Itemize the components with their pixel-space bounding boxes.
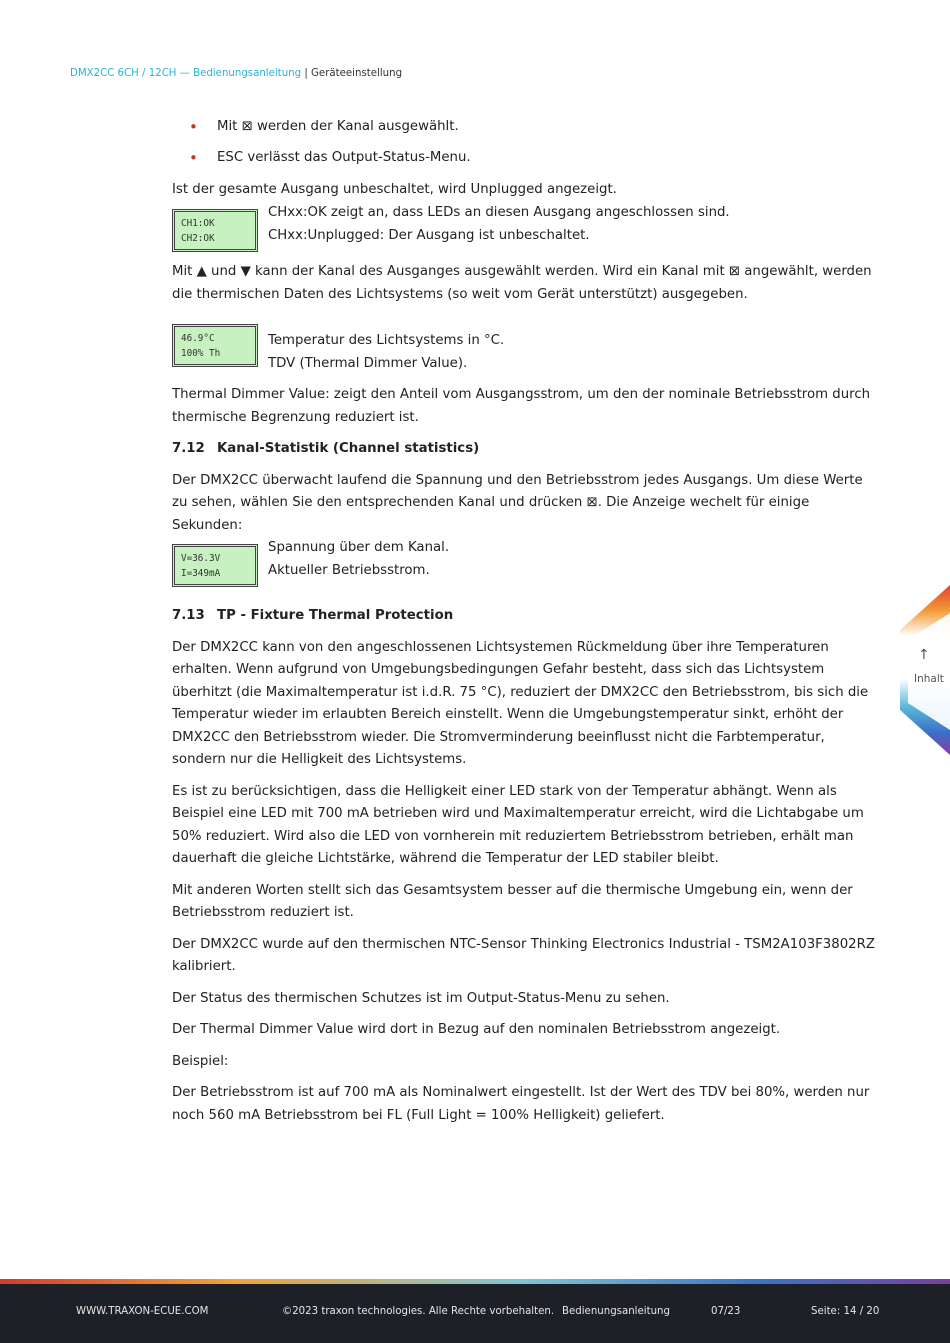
side-tab-shape xyxy=(900,585,950,785)
lcd-description xyxy=(268,537,449,582)
paragraph: Der DMX2CC kann von den angeschlossenen Lichtsystemen Rückmeldung über ihre Temperaturen erhalten. Wenn aufgrund von Umgebungsbedingungen Gefahr besteht, dass sich das Lichtsystem überhitzt (die Maximaltemperatur ist i.d.R. 75 °C), reduziert der DMX2CC den Betriebsstrom, bis sich die Temperatur wieder im erlaubten Bereich einstellt. Wenn die Umgebungstemperatur sinkt, erhöht der DMX2CC den Betriebsstrom wieder. Die Stromverminderung beeinflusst nicht die Farbtemperatur, sondern nur die Helligkeit des Lichtsystems. xyxy=(172,639,869,767)
footer-website[interactable]: WWW.TRAXON-ECUE.COM xyxy=(76,1306,209,1317)
paragraph: Der DMX2CC wurde auf den thermischen NTC-Sensor Thinking Electronics Industrial - TSM2A103F3802RZ kalibriert. xyxy=(172,936,875,974)
lcd-desc-2: TDV (Thermal Dimmer Value). xyxy=(268,355,468,371)
section-number: 7.12 xyxy=(172,441,205,456)
page-footer xyxy=(0,1284,950,1343)
list-item: • Mit ⊠ werden der Kanal ausgewählt. xyxy=(217,116,877,139)
paragraph-unplugged: Ist der gesamte Ausgang unbeschaltet, wird Unplugged angezeigt. xyxy=(172,181,617,197)
section-title: Kanal-Statistik (Channel statistics) xyxy=(217,441,480,456)
page-header xyxy=(70,68,402,79)
lcd-display xyxy=(172,544,258,587)
lcd-display xyxy=(172,209,258,252)
header-section: Geräteeinstellung xyxy=(311,68,403,79)
lcd-desc-2: Aktueller Betriebsstrom. xyxy=(268,562,430,578)
lcd-line-2: CH2:OK xyxy=(181,233,215,244)
section-heading-7-13 xyxy=(172,605,877,628)
paragraph: Der Thermal Dimmer Value wird dort in Bezug auf den nominalen Betriebsstrom angezeigt. xyxy=(172,1022,781,1037)
lcd-desc-1: Temperatur des Lichtsystems in °C. xyxy=(268,333,505,348)
lcd-block-statistics xyxy=(172,537,877,587)
section-title: TP - Fixture Thermal Protection xyxy=(217,608,454,623)
lcd-line-2: 100% Th xyxy=(181,348,221,359)
lcd-line-1: 46.9°C xyxy=(181,333,215,344)
footer-page-number: Seite: 14 / 20 xyxy=(811,1306,880,1317)
section-number: 7.13 xyxy=(172,608,205,623)
header-separator: | xyxy=(301,68,312,79)
lcd-block-temperature xyxy=(172,326,877,375)
side-tab-label: Inhalt xyxy=(914,673,944,685)
paragraph: Beispiel: xyxy=(172,1053,229,1069)
footer-date: 07/23 xyxy=(711,1306,741,1317)
header-doc-title[interactable]: DMX2CC 6CH / 12CH — Bedienungsanleitung xyxy=(70,68,302,79)
lcd-description xyxy=(268,326,504,375)
paragraph-7-12: Der DMX2CC überwacht laufend die Spannung und den Betriebsstrom jedes Ausgangs. Um diese Werte zu sehen, wählen Sie den entsprechenden Kanal und drücken ⊠. Die Anzeige wechelt für einige Sekunden: xyxy=(172,472,863,533)
footer-copyright: ©2023 traxon technologies. Alle Rechte vorbehalten. xyxy=(282,1306,555,1317)
table-of-contents-tab[interactable] xyxy=(900,585,950,785)
lcd-desc-1: CHxx:OK zeigt an, dass LEDs an diesen Ausgang angeschlossen sind. xyxy=(268,205,730,220)
list-item: • ESC verlässt das Output-Status-Menu. xyxy=(217,147,877,170)
main-content xyxy=(172,116,877,1136)
paragraph: Der Betriebsstrom ist auf 700 mA als Nominalwert eingestellt. Ist der Wert des TDV bei 80%, werden nur noch 560 mA Betriebsstrom bei FL (Full Light = 100% Helligkeit) geliefert. xyxy=(172,1085,870,1123)
lcd-desc-1: Spannung über dem Kanal. xyxy=(268,540,450,555)
paragraph: Mit anderen Worten stellt sich das Gesamtsystem besser auf die thermische Umgebung ein, wenn der Betriebsstrom reduziert ist. xyxy=(172,882,853,920)
footer-doc-type: Bedienungsanleitung xyxy=(562,1306,670,1317)
bullet-list xyxy=(172,116,877,170)
paragraph-tdv: Thermal Dimmer Value: zeigt den Anteil vom Ausgangsstrom, um den der nominale Betriebsstrom durch thermische Begrenzung reduziert ist. xyxy=(172,387,871,425)
arrow-up-icon: ↑ xyxy=(918,647,930,663)
paragraph: Es ist zu berücksichtigen, dass die Helligkeit einer LED stark von der Temperatur abhängt. Wenn als Beispiel eine LED mit 700 mA betrieben wird und Maximaltemperatur erreicht, wird die Lichtabgabe um 50% reduziert. Wird also die LED von vornherein mit reduziertem Betriebsstrom betrieben, erhält man dauerhaft die gleiche Lichtstärke, während die Temperatur der LED stabiler bleibt. xyxy=(172,783,864,866)
paragraph: Der Status des thermischen Schutzes ist im Output-Status-Menu zu sehen. xyxy=(172,990,670,1006)
lcd-block-status xyxy=(172,202,877,252)
paragraph-select: Mit ▲ und ▼ kann der Kanal des Ausganges ausgewählt werden. Wird ein Kanal mit ⊠ angewählt, werden die thermischen Daten des Lichtsystems (so weit vom Gerät unterstützt) ausgegeben. xyxy=(172,264,872,302)
lcd-line-1: V=36.3V xyxy=(181,553,221,564)
section-heading-7-12 xyxy=(172,438,877,461)
lcd-desc-2: CHxx:Unplugged: Der Ausgang ist unbeschaltet. xyxy=(268,227,590,243)
lcd-description xyxy=(268,202,730,247)
lcd-display xyxy=(172,324,258,367)
lcd-line-2: I=349mA xyxy=(181,568,221,579)
lcd-line-1: CH1:OK xyxy=(181,218,215,229)
